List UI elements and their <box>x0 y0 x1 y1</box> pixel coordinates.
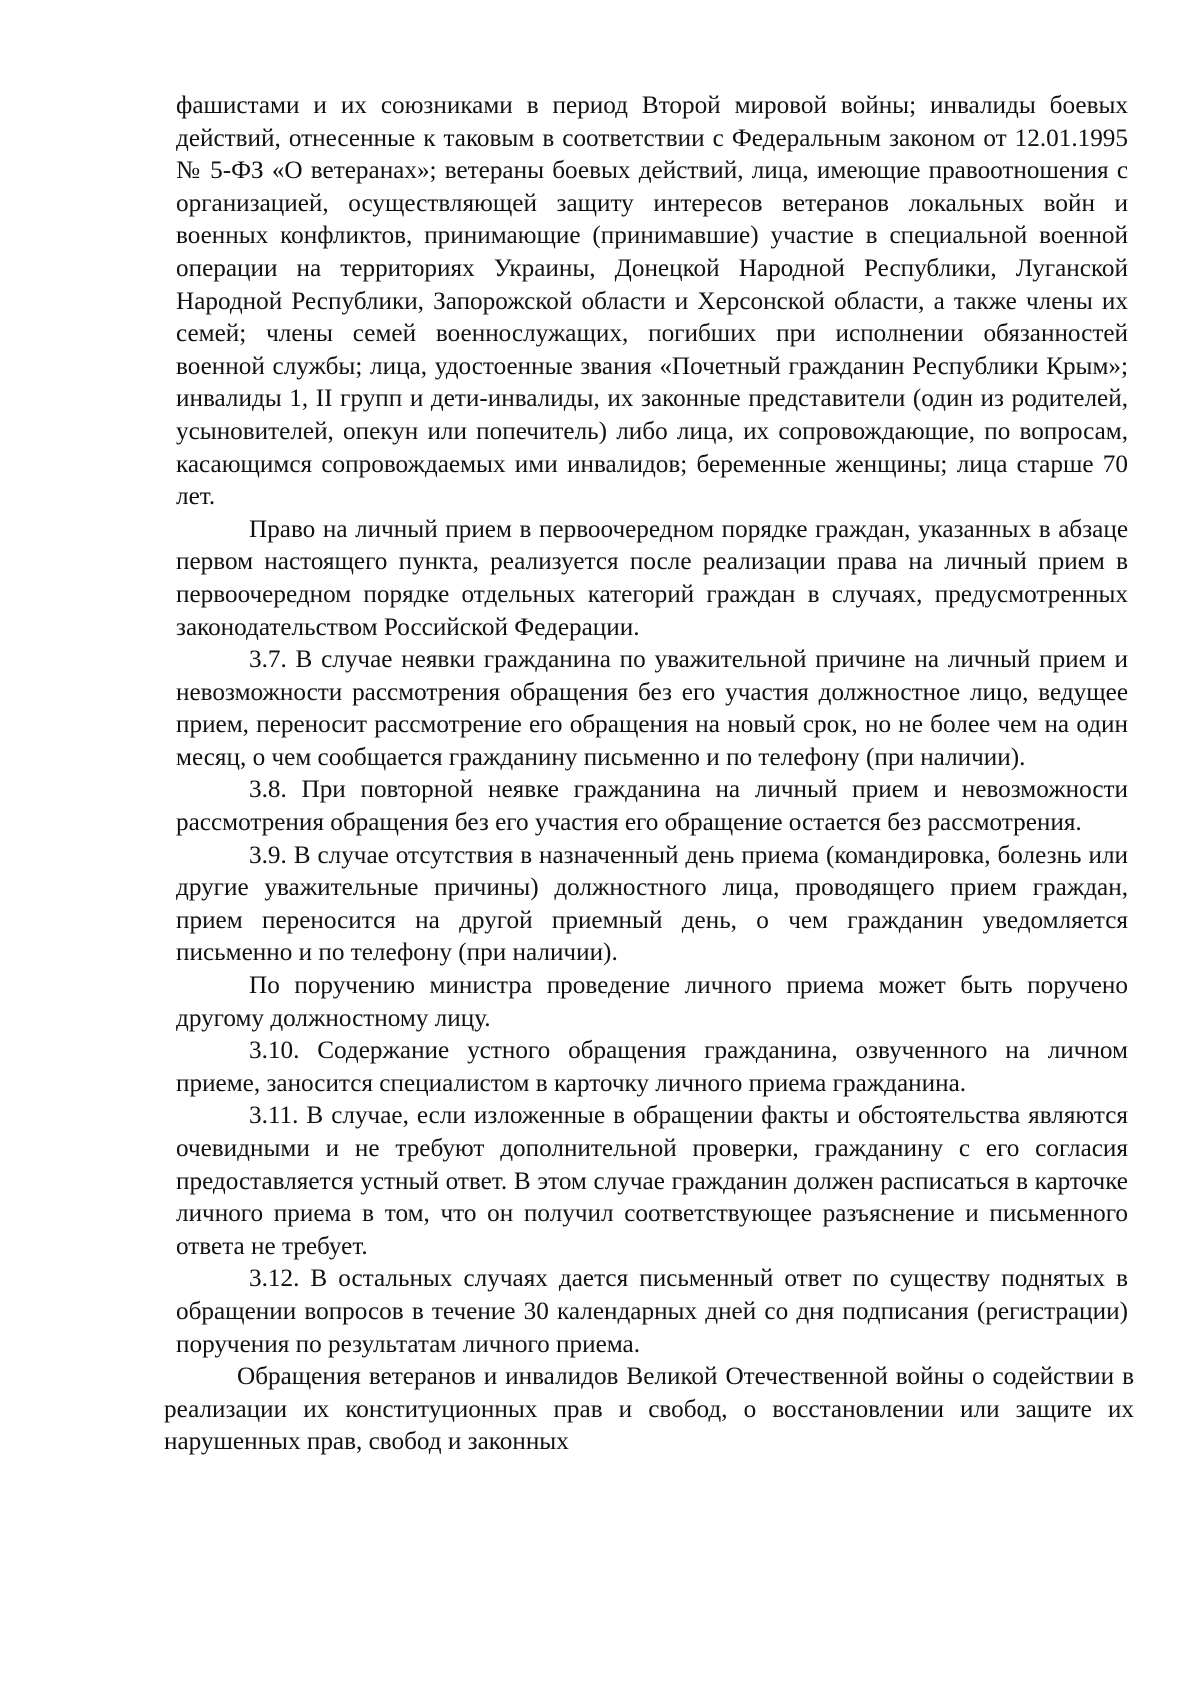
paragraph-3-10: 3.10. Содержание устного обращения гражданина, озвученного на личном приеме, заносится специалистом в карточку личного приема гражданина. <box>176 1037 1128 1097</box>
paragraph-minister-instruction: По поручению министра проведение личного приема может быть поручено другому должностному лицу. <box>176 972 1128 1032</box>
paragraph-3-7: 3.7. В случае неявки гражданина по уважительной причине на личный прием и невозможности рассмотрения обращения без его участия должностное лицо, ведущее прием, переносит рассмотрение его обращения на новый срок, но не более чем на один месяц, о чем сообщается гражданину письменно и по телефону (при наличии). <box>176 646 1128 771</box>
paragraph-3-11: 3.11. В случае, если изложенные в обращении факты и обстоятельства являются очевидными и не требуют дополнительной проверки, гражданину с его согласия предоставляется устный ответ. В этом случае гражданин должен расписаться в карточке личного приема в том, что он получил соответствующее разъяснение и письменного ответа не требует. <box>176 1102 1128 1260</box>
paragraph-veterans-appeals: Обращения ветеранов и инвалидов Великой Отечественной войны о содействии в реализации их конституционных прав и свобод, о восстановлении или защите их нарушенных прав, свобод и законных <box>164 1363 1134 1456</box>
document-body <box>164 90 1134 1459</box>
paragraph-3-12: 3.12. В остальных случаях дается письменный ответ по существу поднятых в обращении вопросов в течение 30 календарных дней со дня подписания (регистрации) поручения по результатам личного приема. <box>176 1265 1128 1358</box>
paragraph-priority-order: Право на личный прием в первоочередном порядке граждан, указанных в абзаце первом настоящего пункта, реализуется после реализации права на личный прием в первоочередном порядке отдельных категорий граждан в случаях, предусмотренных законодательством Российской Федерации. <box>176 515 1128 641</box>
paragraph-3-9: 3.9. В случае отсутствия в назначенный день приема (командировка, болезнь или другие уважительные причины) должностного лица, проводящего прием граждан, прием переносится на другой приемный день, о чем гражданин уведомляется письменно и по телефону (при наличии). <box>176 841 1128 967</box>
paragraph-priority-categories: фашистами и их союзниками в период Второй мировой войны; инвалиды боевых действий, отнесенные к таковым в соответствии с Федеральным законом от 12.01.1995 № 5-ФЗ «О ветеранах»; ветераны боевых действий, лица, имеющие правоотношения с организацией, осуществляющей защиту интересов ветеранов локальных войн и военных конфликтов, принимающие (принимавшие) участие в специальной военной операции на территориях Украины, Донецкой Народной Республики, Луганской Народной Республики, Запорожской области и Херсонской области, а также члены их семей; члены семей военнослужащих, погибших при исполнении обязанностей военной службы; лица, удостоенные звания «Почетный гражданин Республики Крым»; инвалиды 1, II групп и дети-инвалиды, их законные представители (один из родителей, усыновителей, опекун или попечитель) либо лица, их сопровождающие, по вопросам, касающимся сопровождаемых ими инвалидов; беременные женщины; лица старше 70 лет. <box>176 92 1128 511</box>
paragraph-3-8: 3.8. При повторной неявке гражданина на личный прием и невозможности рассмотрения обращения без его участия его обращение остается без рассмотрения. <box>176 776 1128 837</box>
